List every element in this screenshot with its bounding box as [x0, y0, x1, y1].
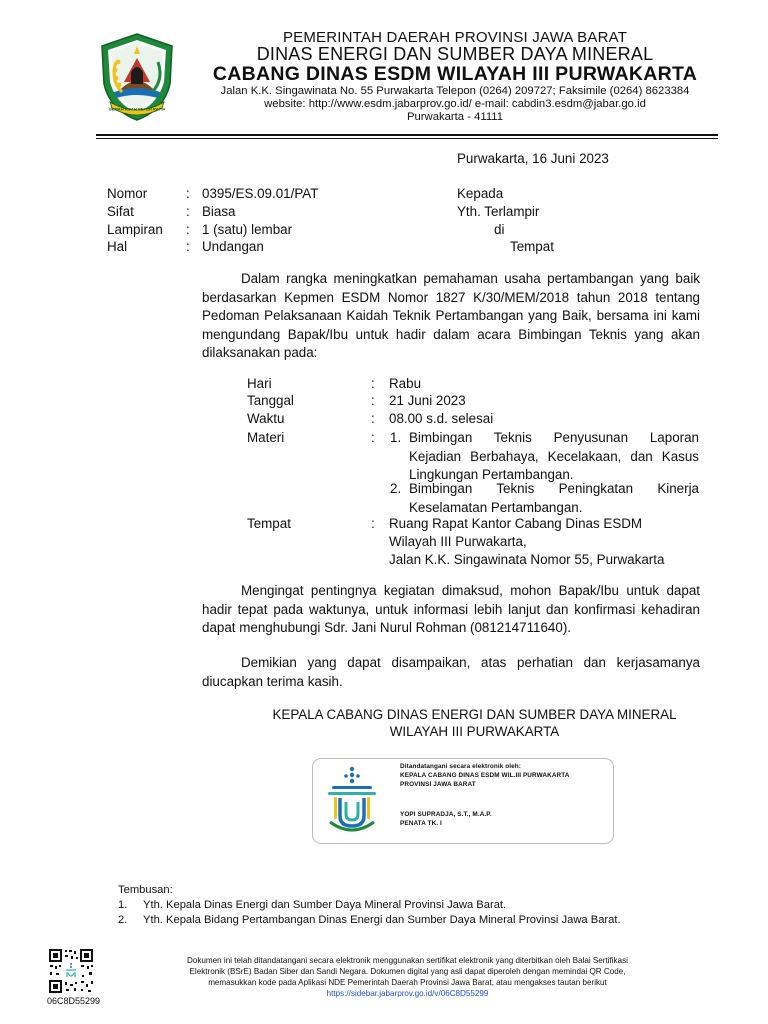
recipient-di: di — [494, 222, 505, 237]
disclaimer-line: Elektronik (BSrE) Badan Siber dan Sandi Negara. Dokumen digital yang asli dapat diperoleh dengan memindai QR Code, — [189, 967, 626, 976]
materi-item-text: Bimbingan Teknis Penyusunan Laporan Kejadian Berbahaya, Kecelakaan, dan Kasus Lingkungan Pertambangan. — [409, 430, 699, 482]
meta-label-sifat: Sifat — [107, 204, 134, 219]
signer-name: YOPI SUPRADJA, S.T., M.A.P. — [400, 811, 492, 818]
event-label-tempat: Tempat — [247, 516, 291, 531]
qr-code-icon[interactable] — [48, 948, 94, 994]
event-value-tanggal: 21 Juni 2023 — [389, 393, 466, 408]
signer-position: PROVINSI JAWA BARAT — [400, 781, 476, 788]
event-colon: : — [371, 430, 375, 445]
meta-colon: : — [186, 239, 190, 254]
signatory-title: KEPALA CABANG DINAS ENERGI DAN SUMBER DAYA MINERAL — [272, 707, 677, 722]
event-label-materi: Materi — [247, 430, 285, 445]
event-value-tempat-line: Ruang Rapat Kantor Cabang Dinas ESDM — [389, 516, 643, 531]
recipient-yth: Yth. Terlampir — [457, 204, 540, 219]
materi-item-number: 2. — [390, 481, 402, 496]
meta-label-hal: Hal — [107, 239, 128, 254]
signatory-title: WILAYAH III PURWAKARTA — [389, 724, 560, 739]
header-government: PEMERINTAH DAERAH PROVINSI JAWA BARAT — [282, 29, 628, 46]
event-label-waktu: Waktu — [247, 411, 285, 426]
meta-colon: : — [186, 186, 190, 201]
event-colon: : — [371, 376, 375, 391]
event-value-tempat-line: Wilayah III Purwakarta, — [389, 534, 527, 549]
event-value-waktu: 08.00 s.d. selesai — [389, 411, 494, 426]
event-colon: : — [371, 393, 375, 408]
signer-rank: PENATA TK. I — [400, 820, 442, 827]
jawa-barat-emblem-icon — [98, 32, 176, 122]
event-value-hari: Rabu — [389, 376, 422, 391]
event-value-tempat-line: Jalan K.K. Singawinata Nomor 55, Purwakarta — [389, 552, 665, 567]
meta-label-lampiran: Lampiran — [107, 222, 163, 237]
disclaimer-line: memasukkan kode pada Aplikasi NDE Pemerintah Daerah Provinsi Jawa Barat, atau mengakses tautan berikut — [208, 978, 607, 987]
verification-link[interactable]: https://sidebar.jabarprov.go.id/v/06C8D55299 — [326, 989, 489, 998]
header-branch: CABANG DINAS ESDM WILAYAH III PURWAKARTA — [212, 63, 698, 85]
event-colon: : — [371, 516, 375, 531]
recipient-to: Kepada — [457, 186, 504, 201]
meta-value-nomor: 0395/ES.09.01/PAT — [202, 186, 319, 201]
event-label-tanggal: Tanggal — [247, 393, 294, 408]
meta-colon: : — [186, 204, 190, 219]
header-city-zip: Purwakarta - 41111 — [406, 111, 504, 123]
qr-code-label: 06C8D55299 — [47, 996, 101, 1006]
header-address: Jalan K.K. Singawinata No. 55 Purwakarta Telepon (0264) 209727; Faksimile (0264) 8623384 — [220, 85, 690, 97]
header-agency: DINAS ENERGI DAN SUMBER DAYA MINERAL — [256, 44, 654, 64]
signed-by-label: Ditandatangani secara elektronik oleh: — [400, 763, 521, 770]
body-paragraph-closing: Demikian yang dapat disampaikan, atas perhatian dan kerjasamanya diucapkan terima kasih. — [202, 655, 700, 689]
meta-value-lampiran: 1 (satu) lembar — [202, 222, 293, 237]
header-divider-thick — [96, 134, 718, 136]
disclaimer-line: Dokumen ini telah ditandatangani secara elektronik menggunakan sertifikat elektronik yang diterbitkan oleh Balai Sertifikasi — [187, 956, 628, 965]
meta-label-nomor: Nomor — [107, 186, 148, 201]
meta-colon: : — [186, 222, 190, 237]
header-web: website: http://www.esdm.jabarprov.go.id/ e-mail: cabdin3.esdm@jabar.go.id — [264, 98, 646, 110]
event-colon: : — [371, 411, 375, 426]
meta-value-hal: Undangan — [202, 239, 264, 254]
signer-position: KEPALA CABANG DINAS ESDM WIL.III PURWAKARTA — [400, 772, 570, 779]
recipient-place: Tempat — [510, 239, 554, 254]
materi-item-number: 1. — [390, 430, 402, 445]
body-paragraph-contact: Mengingat pentingnya kegiatan dimaksud, mohon Bapak/Ibu untuk dapat hadir tepat pada waktunya, untuk informasi lebih lanjut dan konfirmasi kehadiran dapat menghubungi Sdr. Jani Nurul Rohman (081214711640). — [202, 583, 700, 635]
tembusan-item-number: 2. — [118, 914, 128, 926]
tembusan-item-number: 1. — [118, 899, 128, 911]
tembusan-label: Tembusan: — [118, 884, 173, 896]
materi-item-text: Bimbingan Teknis Peningkatan Kinerja Keselamatan Pertambangan. — [409, 481, 699, 515]
nde-emblem-icon — [322, 764, 382, 836]
event-label-hari: Hari — [247, 376, 272, 391]
logo-motto: GEMAH RIPAH REPEH RAPIH — [108, 106, 166, 112]
header-divider-thin — [96, 138, 718, 139]
tembusan-item-text: Yth. Kepala Bidang Pertambangan Dinas Energi dan Sumber Daya Mineral Provinsi Jawa Barat. — [143, 914, 621, 926]
tembusan-item-text: Yth. Kepala Dinas Energi dan Sumber Daya Mineral Provinsi Jawa Barat. — [143, 899, 507, 911]
letter-date: Purwakarta, 16 Juni 2023 — [457, 151, 609, 166]
body-paragraph-intro: Dalam rangka meningkatkan pemahaman usaha pertambangan yang baik berdasarkan Kepmen ESDM Nomor 1827 K/30/MEM/2018 tahun 2018 tentang Pedoman Pelaksanaan Kaidah Teknik Pertambangan yang Baik, bersama ini kami mengundang Bapak/Ibu untuk hadir dalam acara Bimbingan Teknis yang akan dilaksanakan pada: — [202, 271, 700, 360]
meta-value-sifat: Biasa — [202, 204, 236, 219]
